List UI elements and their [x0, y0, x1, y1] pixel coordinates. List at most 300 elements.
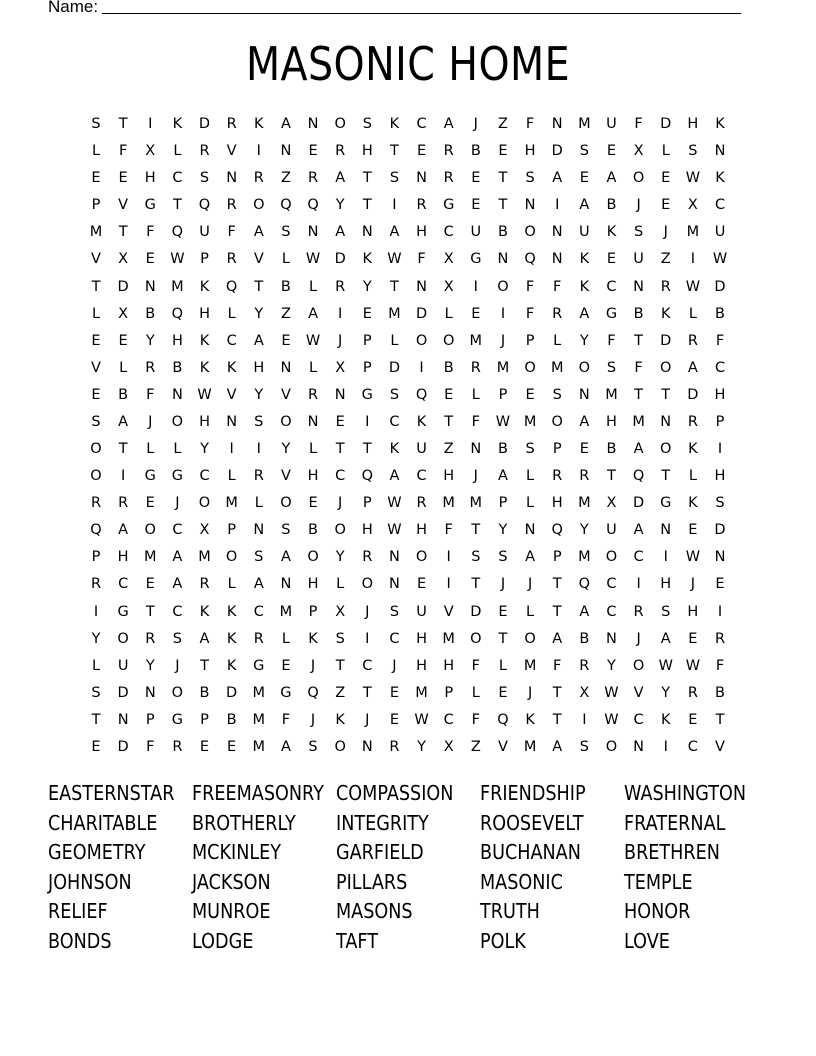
grid-letter[interactable]: N: [470, 441, 482, 458]
grid-letter[interactable]: M: [578, 116, 591, 132]
grid-letter[interactable]: R: [145, 359, 156, 376]
grid-letter[interactable]: F: [444, 522, 453, 539]
grid-letter[interactable]: X: [687, 197, 698, 214]
grid-letter[interactable]: S: [525, 170, 535, 187]
grid-letter[interactable]: Q: [551, 522, 563, 539]
grid-letter[interactable]: N: [307, 413, 319, 430]
grid-letter[interactable]: X: [633, 143, 644, 160]
grid-letter[interactable]: T: [91, 711, 101, 728]
grid-letter[interactable]: P: [200, 711, 209, 728]
grid-letter[interactable]: R: [714, 630, 726, 647]
grid-letter[interactable]: N: [578, 386, 590, 403]
grid-letter[interactable]: M: [252, 684, 266, 701]
grid-letter[interactable]: N: [253, 522, 265, 539]
grid-letter[interactable]: A: [118, 413, 129, 430]
grid-letter[interactable]: W: [712, 251, 728, 268]
grid-letter[interactable]: N: [388, 576, 400, 593]
grid-letter[interactable]: O: [551, 413, 563, 430]
grid-letter[interactable]: C: [172, 170, 183, 187]
grid-letter[interactable]: E: [661, 197, 671, 214]
grid-letter[interactable]: S: [579, 143, 589, 160]
grid-letter[interactable]: T: [634, 332, 644, 349]
grid-letter[interactable]: F: [525, 278, 535, 295]
grid-letter[interactable]: N: [714, 549, 726, 566]
grid-letter[interactable]: L: [173, 441, 182, 458]
grid-letter[interactable]: K: [579, 251, 590, 268]
grid-letter[interactable]: S: [661, 603, 671, 620]
grid-letter[interactable]: R: [687, 413, 698, 430]
grid-letter[interactable]: D: [226, 684, 238, 701]
grid-letter[interactable]: O: [660, 441, 672, 458]
grid-letter[interactable]: I: [365, 413, 370, 430]
grid-letter[interactable]: C: [118, 576, 129, 593]
grid-letter[interactable]: Q: [171, 224, 184, 241]
grid-letter[interactable]: F: [146, 739, 155, 755]
grid-letter[interactable]: L: [336, 576, 345, 593]
grid-letter[interactable]: K: [226, 603, 237, 620]
grid-letter[interactable]: H: [416, 657, 428, 674]
grid-letter[interactable]: T: [145, 603, 155, 620]
grid-letter[interactable]: O: [280, 413, 292, 430]
grid-letter[interactable]: O: [470, 630, 482, 647]
grid-letter[interactable]: T: [498, 170, 508, 187]
grid-letter[interactable]: H: [416, 224, 428, 241]
grid-letter[interactable]: D: [388, 359, 400, 376]
grid-letter[interactable]: K: [335, 711, 345, 728]
grid-letter[interactable]: O: [171, 684, 184, 701]
grid-letter[interactable]: L: [146, 441, 155, 458]
grid-letter[interactable]: C: [443, 711, 454, 728]
grid-letter[interactable]: B: [308, 522, 318, 539]
grid-letter[interactable]: Q: [171, 305, 184, 322]
grid-letter[interactable]: V: [280, 386, 291, 403]
grid-letter[interactable]: V: [91, 251, 101, 268]
grid-letter[interactable]: A: [687, 359, 698, 376]
grid-letter[interactable]: N: [551, 224, 563, 241]
grid-letter[interactable]: L: [281, 251, 290, 268]
grid-letter[interactable]: S: [389, 603, 400, 620]
grid-letter[interactable]: S: [389, 386, 400, 403]
grid-letter[interactable]: F: [553, 657, 562, 674]
grid-letter[interactable]: N: [117, 711, 129, 728]
grid-letter[interactable]: Y: [579, 332, 589, 349]
grid-letter[interactable]: F: [281, 711, 291, 728]
grid-letter[interactable]: H: [199, 413, 210, 430]
grid-letter[interactable]: T: [118, 441, 128, 458]
grid-letter[interactable]: L: [91, 657, 101, 674]
grid-letter[interactable]: A: [497, 468, 508, 485]
grid-letter[interactable]: U: [470, 224, 482, 241]
grid-letter[interactable]: O: [497, 278, 509, 295]
grid-letter[interactable]: Y: [254, 305, 264, 322]
grid-letter[interactable]: L: [526, 468, 535, 485]
grid-letter[interactable]: U: [579, 224, 590, 241]
grid-letter[interactable]: T: [661, 468, 671, 485]
grid-letter[interactable]: E: [471, 170, 481, 187]
grid-letter[interactable]: M: [550, 359, 564, 376]
grid-letter[interactable]: C: [389, 413, 400, 430]
grid-letter[interactable]: U: [199, 224, 210, 241]
grid-letter[interactable]: Y: [254, 386, 264, 403]
grid-letter[interactable]: E: [688, 711, 698, 728]
grid-letter[interactable]: P: [362, 332, 372, 349]
grid-letter[interactable]: R: [307, 170, 319, 187]
grid-letter[interactable]: I: [148, 116, 153, 132]
grid-letter[interactable]: S: [579, 739, 589, 755]
grid-letter[interactable]: L: [390, 332, 399, 349]
grid-letter[interactable]: S: [254, 413, 264, 430]
grid-letter[interactable]: E: [335, 413, 345, 430]
grid-letter[interactable]: K: [579, 278, 590, 295]
grid-letter[interactable]: E: [199, 739, 210, 755]
grid-letter[interactable]: I: [555, 197, 560, 214]
grid-letter[interactable]: Z: [443, 441, 454, 458]
grid-letter[interactable]: T: [552, 603, 562, 620]
grid-letter[interactable]: Q: [198, 197, 211, 214]
grid-letter[interactable]: W: [685, 657, 701, 674]
grid-letter[interactable]: R: [253, 170, 264, 187]
grid-letter[interactable]: B: [199, 684, 210, 701]
grid-letter[interactable]: T: [634, 386, 644, 403]
grid-letter[interactable]: X: [199, 522, 210, 539]
grid-letter[interactable]: J: [365, 603, 370, 620]
grid-letter[interactable]: J: [527, 684, 533, 701]
grid-letter[interactable]: X: [118, 251, 129, 268]
grid-letter[interactable]: I: [473, 278, 478, 295]
grid-letter[interactable]: A: [308, 305, 318, 322]
grid-letter[interactable]: R: [226, 197, 237, 214]
grid-letter[interactable]: N: [524, 522, 536, 539]
grid-letter[interactable]: K: [226, 359, 237, 376]
grid-letter[interactable]: C: [633, 549, 644, 566]
grid-letter[interactable]: Y: [498, 522, 508, 539]
grid-letter[interactable]: M: [632, 413, 645, 430]
grid-letter[interactable]: E: [145, 495, 155, 512]
grid-letter[interactable]: M: [171, 278, 184, 295]
grid-letter[interactable]: V: [226, 143, 237, 160]
grid-letter[interactable]: R: [552, 468, 563, 485]
grid-letter[interactable]: O: [253, 197, 265, 214]
grid-letter[interactable]: T: [362, 441, 372, 458]
grid-letter[interactable]: H: [443, 657, 455, 674]
grid-letter[interactable]: P: [444, 684, 454, 701]
grid-letter[interactable]: S: [471, 549, 481, 566]
grid-letter[interactable]: G: [361, 386, 373, 403]
grid-letter[interactable]: U: [606, 522, 617, 539]
grid-letter[interactable]: F: [118, 143, 128, 160]
grid-letter[interactable]: N: [633, 739, 645, 755]
grid-letter[interactable]: E: [444, 386, 454, 403]
grid-letter[interactable]: A: [335, 170, 346, 187]
grid-letter[interactable]: K: [715, 116, 725, 132]
grid-letter[interactable]: J: [310, 657, 316, 674]
grid-letter[interactable]: E: [308, 143, 318, 160]
grid-letter[interactable]: O: [117, 630, 129, 647]
grid-letter[interactable]: B: [226, 711, 237, 728]
grid-letter[interactable]: O: [334, 522, 346, 539]
grid-letter[interactable]: H: [714, 468, 726, 485]
grid-letter[interactable]: A: [253, 576, 264, 593]
grid-letter[interactable]: B: [715, 305, 725, 322]
grid-letter[interactable]: N: [633, 278, 645, 295]
grid-letter[interactable]: R: [660, 278, 671, 295]
grid-letter[interactable]: A: [579, 197, 590, 214]
grid-letter[interactable]: S: [335, 630, 345, 647]
grid-letter[interactable]: T: [362, 170, 372, 187]
grid-letter[interactable]: S: [633, 224, 644, 241]
grid-letter[interactable]: R: [470, 359, 481, 376]
grid-letter[interactable]: V: [497, 739, 508, 755]
grid-letter[interactable]: N: [280, 359, 292, 376]
grid-letter[interactable]: C: [714, 359, 726, 376]
grid-letter[interactable]: K: [226, 657, 237, 674]
grid-letter[interactable]: I: [582, 711, 587, 728]
grid-letter[interactable]: C: [606, 603, 617, 620]
grid-letter[interactable]: T: [335, 657, 345, 674]
grid-letter[interactable]: M: [415, 684, 428, 701]
grid-letter[interactable]: P: [715, 413, 725, 430]
grid-letter[interactable]: L: [471, 684, 480, 701]
grid-letter[interactable]: Y: [91, 630, 101, 647]
grid-letter[interactable]: J: [690, 576, 695, 593]
grid-letter[interactable]: X: [443, 739, 454, 755]
grid-letter[interactable]: E: [91, 386, 101, 403]
grid-letter[interactable]: R: [199, 143, 210, 160]
grid-letter[interactable]: N: [307, 224, 319, 241]
grid-letter[interactable]: T: [471, 522, 481, 539]
grid-letter[interactable]: E: [308, 495, 318, 512]
grid-letter[interactable]: Y: [145, 332, 155, 349]
grid-letter[interactable]: Y: [579, 522, 589, 539]
grid-letter[interactable]: K: [660, 711, 671, 728]
grid-letter[interactable]: F: [471, 657, 480, 674]
grid-letter[interactable]: F: [417, 251, 426, 268]
grid-letter[interactable]: N: [334, 386, 346, 403]
grid-letter[interactable]: C: [253, 603, 264, 620]
grid-letter[interactable]: F: [634, 116, 643, 132]
grid-letter[interactable]: O: [307, 549, 319, 566]
grid-letter[interactable]: L: [281, 630, 290, 647]
grid-letter[interactable]: I: [663, 739, 668, 755]
grid-letter[interactable]: W: [387, 522, 402, 539]
grid-letter[interactable]: R: [579, 657, 590, 674]
grid-letter[interactable]: P: [362, 359, 372, 376]
grid-letter[interactable]: L: [553, 332, 562, 349]
grid-letter[interactable]: D: [470, 603, 482, 620]
grid-letter[interactable]: J: [527, 576, 533, 593]
grid-letter[interactable]: K: [254, 116, 264, 132]
grid-letter[interactable]: O: [171, 413, 184, 430]
grid-letter[interactable]: U: [416, 441, 427, 458]
grid-letter[interactable]: M: [605, 386, 618, 403]
grid-letter[interactable]: R: [253, 630, 264, 647]
grid-letter[interactable]: Z: [470, 739, 481, 755]
grid-letter[interactable]: A: [660, 630, 671, 647]
grid-letter[interactable]: O: [442, 332, 455, 349]
grid-letter[interactable]: R: [416, 495, 427, 512]
grid-letter[interactable]: D: [551, 143, 563, 160]
grid-letter[interactable]: W: [604, 684, 619, 701]
grid-letter[interactable]: H: [524, 143, 536, 160]
grid-letter[interactable]: X: [335, 603, 346, 620]
grid-letter[interactable]: W: [685, 549, 701, 566]
grid-letter[interactable]: H: [606, 413, 617, 430]
grid-letter[interactable]: W: [305, 251, 321, 268]
grid-letter[interactable]: B: [118, 386, 129, 403]
grid-letter[interactable]: E: [715, 576, 725, 593]
grid-letter[interactable]: Q: [415, 386, 428, 403]
grid-letter[interactable]: O: [90, 441, 102, 458]
grid-letter[interactable]: B: [470, 143, 481, 160]
grid-letter[interactable]: H: [416, 522, 428, 539]
grid-letter[interactable]: T: [362, 684, 372, 701]
grid-letter[interactable]: K: [606, 224, 617, 241]
grid-letter[interactable]: Y: [335, 197, 345, 214]
grid-letter[interactable]: H: [307, 468, 319, 485]
grid-letter[interactable]: R: [579, 468, 590, 485]
grid-letter[interactable]: I: [256, 143, 261, 160]
grid-letter[interactable]: W: [414, 711, 429, 728]
grid-letter[interactable]: I: [636, 576, 641, 593]
grid-letter[interactable]: R: [335, 278, 346, 295]
grid-letter[interactable]: P: [308, 603, 318, 620]
grid-letter[interactable]: E: [281, 332, 291, 349]
grid-letter[interactable]: P: [227, 522, 237, 539]
grid-letter[interactable]: O: [144, 522, 156, 539]
grid-letter[interactable]: N: [144, 684, 156, 701]
grid-letter[interactable]: V: [715, 739, 725, 755]
grid-letter[interactable]: L: [308, 359, 318, 376]
grid-letter[interactable]: A: [633, 441, 644, 458]
grid-letter[interactable]: T: [118, 224, 128, 241]
grid-letter[interactable]: X: [335, 359, 346, 376]
grid-letter[interactable]: L: [119, 359, 128, 376]
grid-letter[interactable]: A: [199, 630, 210, 647]
grid-letter[interactable]: B: [145, 305, 156, 322]
grid-letter[interactable]: X: [606, 495, 617, 512]
grid-letter[interactable]: M: [578, 549, 591, 566]
grid-letter[interactable]: E: [579, 170, 589, 187]
grid-letter[interactable]: A: [172, 576, 183, 593]
grid-letter[interactable]: W: [685, 170, 701, 187]
grid-letter[interactable]: Y: [335, 549, 345, 566]
grid-letter[interactable]: C: [199, 468, 210, 485]
grid-letter[interactable]: G: [605, 305, 618, 322]
grid-letter[interactable]: F: [227, 224, 236, 241]
grid-letter[interactable]: N: [280, 143, 292, 160]
grid-letter[interactable]: K: [226, 630, 237, 647]
grid-letter[interactable]: H: [117, 549, 129, 566]
grid-letter[interactable]: M: [143, 549, 157, 566]
grid-letter[interactable]: C: [443, 224, 454, 241]
grid-letter[interactable]: J: [338, 332, 343, 349]
grid-letter[interactable]: F: [525, 116, 535, 132]
grid-letter[interactable]: K: [172, 116, 183, 132]
grid-letter[interactable]: T: [552, 711, 562, 728]
grid-letter[interactable]: T: [200, 657, 209, 674]
grid-letter[interactable]: S: [91, 684, 101, 701]
grid-letter[interactable]: Z: [335, 684, 346, 701]
grid-letter[interactable]: M: [442, 495, 455, 512]
grid-letter[interactable]: G: [280, 684, 292, 701]
grid-letter[interactable]: E: [362, 305, 372, 322]
grid-letter[interactable]: Z: [660, 251, 671, 268]
grid-letter[interactable]: W: [685, 278, 701, 295]
grid-letter[interactable]: M: [252, 711, 266, 728]
grid-letter[interactable]: R: [118, 495, 129, 512]
grid-letter[interactable]: O: [198, 495, 211, 512]
grid-letter[interactable]: N: [226, 413, 238, 430]
grid-letter[interactable]: N: [388, 549, 400, 566]
grid-letter[interactable]: L: [227, 576, 236, 593]
grid-letter[interactable]: H: [144, 170, 156, 187]
grid-letter[interactable]: A: [443, 116, 454, 132]
grid-letter[interactable]: G: [117, 603, 129, 620]
grid-letter[interactable]: Q: [578, 576, 591, 593]
grid-letter[interactable]: X: [145, 143, 156, 160]
grid-letter[interactable]: K: [525, 711, 535, 728]
grid-letter[interactable]: I: [93, 603, 99, 620]
grid-letter[interactable]: L: [661, 143, 670, 160]
grid-letter[interactable]: R: [145, 630, 156, 647]
grid-letter[interactable]: M: [89, 224, 103, 241]
grid-letter[interactable]: J: [636, 630, 641, 647]
grid-letter[interactable]: C: [389, 630, 400, 647]
grid-letter[interactable]: A: [525, 549, 536, 566]
grid-letter[interactable]: H: [253, 359, 265, 376]
grid-letter[interactable]: U: [606, 116, 617, 132]
grid-letter[interactable]: R: [362, 549, 373, 566]
grid-letter[interactable]: Q: [361, 468, 373, 485]
grid-letter[interactable]: F: [146, 386, 155, 403]
grid-letter[interactable]: M: [578, 495, 591, 512]
grid-letter[interactable]: Q: [280, 197, 292, 214]
grid-letter[interactable]: E: [688, 630, 698, 647]
grid-letter[interactable]: T: [91, 278, 101, 295]
grid-letter[interactable]: V: [226, 386, 237, 403]
grid-letter[interactable]: J: [500, 332, 506, 349]
grid-letter[interactable]: O: [660, 359, 672, 376]
grid-letter[interactable]: T: [444, 413, 454, 430]
grid-letter[interactable]: U: [714, 224, 726, 241]
grid-letter[interactable]: A: [579, 603, 590, 620]
grid-letter[interactable]: B: [606, 441, 617, 458]
grid-letter[interactable]: Y: [661, 684, 671, 701]
grid-letter[interactable]: D: [415, 305, 428, 322]
grid-letter[interactable]: C: [416, 116, 427, 132]
grid-letter[interactable]: I: [717, 441, 723, 458]
grid-letter[interactable]: E: [498, 143, 508, 160]
grid-letter[interactable]: I: [365, 630, 370, 647]
grid-letter[interactable]: M: [523, 413, 537, 430]
grid-letter[interactable]: C: [687, 739, 698, 755]
grid-letter[interactable]: F: [471, 413, 480, 430]
grid-letter[interactable]: R: [633, 603, 644, 620]
grid-letter[interactable]: H: [361, 143, 373, 160]
grid-letter[interactable]: C: [335, 468, 346, 485]
grid-letter[interactable]: U: [117, 657, 129, 674]
grid-letter[interactable]: B: [280, 278, 291, 295]
grid-letter[interactable]: N: [551, 251, 563, 268]
grid-letter[interactable]: L: [91, 143, 101, 160]
grid-letter[interactable]: N: [606, 630, 617, 647]
grid-letter[interactable]: K: [308, 630, 318, 647]
grid-letter[interactable]: P: [498, 386, 508, 403]
grid-letter[interactable]: L: [308, 441, 318, 458]
grid-letter[interactable]: S: [606, 359, 617, 376]
grid-letter[interactable]: N: [361, 224, 373, 241]
grid-letter[interactable]: N: [714, 143, 726, 160]
